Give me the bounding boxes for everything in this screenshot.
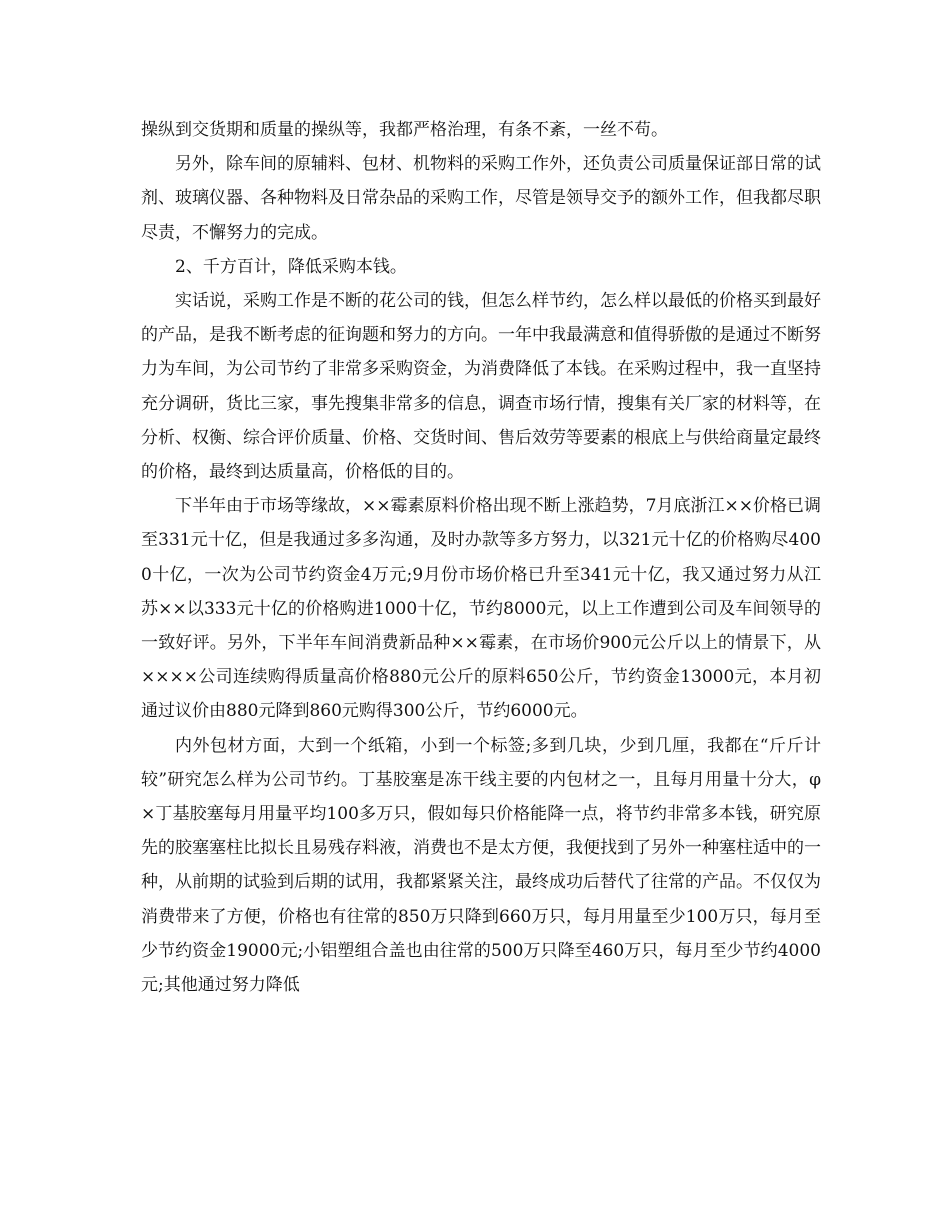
- document-body: [141, 113, 821, 1002]
- paragraph-raw-material-savings: 下半年由于市场等缘故，××霉素原料价格出现不断上涨趋势，7月底浙江××价格已调至331元十亿，但是我通过多多沟通，及时办款等多方努力，以321元十亿的价格购尽4000十亿，一次为公司节约资金4万元;9月份市场价格已升至341元十亿，我又通过努力从江苏××以333元十亿的价格购进1000十亿，节约8000元，以上工作遭到公司及车间领导的一致好评。另外，下半年车间消费新品种××霉素，在市场价900元公斤以上的情景下，从××××公司连续购得质量高价格880元公斤的原料650公斤，节约资金13000元，本月初通过议价由880元降到860元购得300公斤，节约6000元。: [141, 496, 821, 722]
- paragraph-additional-duties: 另外，除车间的原辅料、包材、机物料的采购工作外，还负责公司质量保证部日常的试剂、玻璃仪器、各种物料及日常杂品的采购工作，尽管是领导交予的额外工作，但我都尽职尽责，不懈努力的完成。: [141, 154, 821, 243]
- paragraph-continuation: 操纵到交货期和质量的操纵等，我都严格治理，有条不紊，一丝不苟。: [141, 120, 668, 140]
- section-heading-cost-reduction: 2、千方百计，降低采购本钱。: [175, 256, 407, 277]
- paragraph-procurement-approach: 实话说，采购工作是不断的花公司的钱，但怎么样节约，怎么样以最低的价格买到最好的产品，是我不断考虑的征询题和努力的方向。一年中我最满意和值得骄傲的是通过不断努力为车间，为公司节约了非常多采购资金，为消费降低了本钱。在采购过程中，我一直坚持充分调研，货比三家，事先搜集非常多的信息，调查市场行情，搜集有关厂家的材料等，在分析、权衡、综合评价质量、价格、交货时间、售后效劳等要素的根底上与供给商量定最终的价格，最终到达质量高，价格低的目的。: [141, 291, 821, 483]
- paragraph-packaging-savings: 内外包材方面，大到一个纸箱，小到一个标签;多到几块，少到几厘，我都在“斤斤计较”研究怎么样为公司节约。丁基胶塞是冻干线主要的内包材之一，且每月用量十分大，φ×丁基胶塞每月用量平均100多万只，假如每只价格能降一点，将节约非常多本钱，研究原先的胶塞塞柱比拟长且易残存料液，消费也不是太方便，我便找到了另外一种塞柱适中的一种，从前期的试验到后期的试用，我都紧紧关注，最终成功后替代了往常的产品。不仅仅为消费带来了方便，价格也有往常的850万只降到660万只，每月用量至少100万只，每月至少节约资金19000元;小铝塑组合盖也由往常的500万只降至460万只，每月至少节约4000元;其他通过努力降低: [141, 735, 821, 996]
